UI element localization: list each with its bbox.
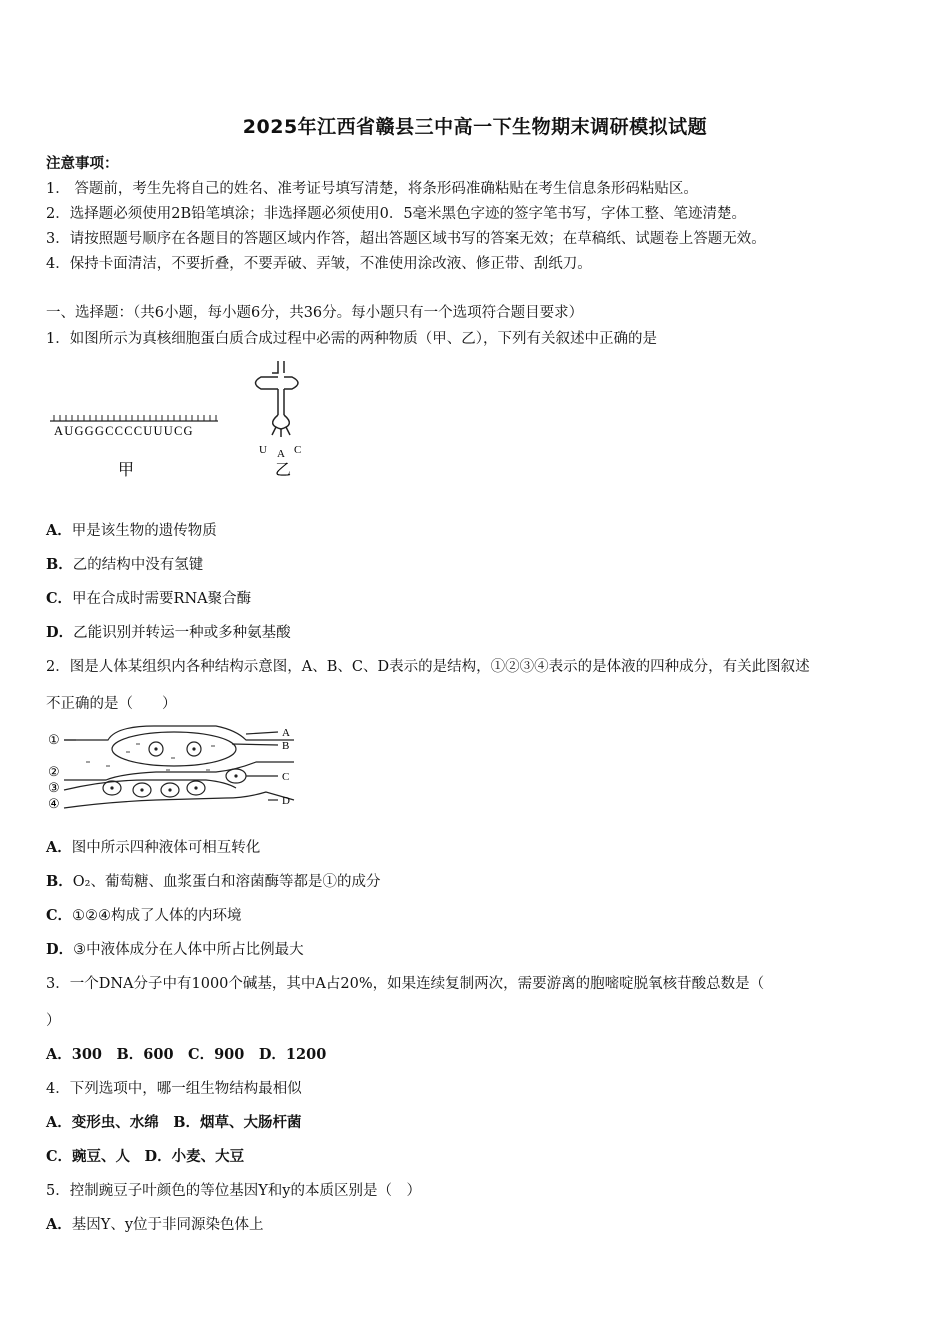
anticodon-A: A bbox=[277, 448, 285, 460]
mrna-strand bbox=[50, 415, 218, 421]
section-heading: 一、选择题：（共6小题，每小题6分，共36分。每小题只有一个选项符合题目要求） bbox=[46, 305, 584, 321]
notice-heading: 注意事项： bbox=[46, 155, 119, 172]
q2-option-a: A．图中所示四种液体可相互转化 bbox=[46, 839, 261, 856]
notice-item-3: 3．请按照题号顺序在各题目的答题区域内作答，超出答题区域书写的答案无效；在草稿纸、试题卷上答题无效。 bbox=[46, 231, 766, 247]
anticodon-U: U bbox=[259, 444, 267, 456]
notice-item-4: 4．保持卡面清洁，不要折叠，不要弄破、弄皱，不准使用涂改液、修正带、刮纸刀。 bbox=[46, 256, 592, 272]
question-3-stem-2: ） bbox=[46, 1013, 61, 1029]
question-2-stem-1: 2．图是人体某组织内各种结构示意图，A、B、C、D表示的是结构，①②③④表示的是体液的四种成分，有关此图叙述 bbox=[46, 659, 810, 675]
structure-label-A: A bbox=[282, 727, 290, 739]
page-title: 2025年江西省赣县三中高一下生物期末调研模拟试题 bbox=[242, 116, 708, 138]
notice-item-2: 2．选择题必须使用2B铅笔填涂；非选择题必须使用0．5毫米黑色字迹的签字笔书写，字体工整、笔迹清楚。 bbox=[46, 206, 747, 222]
structure-label-B: B bbox=[282, 740, 290, 752]
structure-label-D: D bbox=[282, 795, 290, 807]
trna-structure bbox=[256, 361, 299, 437]
fluid-label-1: ① bbox=[48, 732, 60, 747]
question-1-figure bbox=[46, 355, 326, 490]
fluid-label-2: ② bbox=[48, 764, 60, 779]
question-2-stem-2: 不正确的是（ ） bbox=[46, 696, 177, 712]
fluid-label-4: ④ bbox=[48, 796, 60, 811]
q4-options-2: C．豌豆、人 D．小麦、大豆 bbox=[46, 1148, 245, 1165]
question-4-stem: 4．下列选项中，哪一组生物结构最相似 bbox=[46, 1081, 302, 1097]
q5-option-a: A．基因Y、y位于非同源染色体上 bbox=[46, 1216, 264, 1233]
anticodon-C: C bbox=[294, 444, 302, 456]
structure-label-C: C bbox=[282, 771, 290, 783]
question-2-figure bbox=[46, 722, 306, 817]
q2-option-c: C．①②④构成了人体的内环境 bbox=[46, 907, 242, 924]
question-1-stem: 1．如图所示为真核细胞蛋白质合成过程中必需的两种物质（甲、乙），下列有关叙述中正确的是 bbox=[46, 331, 657, 347]
q1-option-c: C．甲在合成时需要RNA聚合酶 bbox=[46, 590, 252, 607]
q1-option-b: B．乙的结构中没有氢键 bbox=[46, 556, 204, 573]
label-jia: 甲 bbox=[118, 462, 135, 479]
q1-option-d: D．乙能识别并转运一种或多种氨基酸 bbox=[46, 624, 291, 641]
mrna-sequence: AUGGGCCCCUUUCG bbox=[54, 424, 194, 438]
q3-options: A．300 B．600 C．900 D．1200 bbox=[46, 1046, 327, 1063]
notice-item-1: 1． 答题前，考生先将自己的姓名、准考证号填写清楚，将条形码准确粘贴在考生信息条形码粘贴区。 bbox=[46, 181, 698, 197]
q4-options-1: A．变形虫、水绵 B．烟草、大肠杆菌 bbox=[46, 1114, 302, 1131]
q1-option-a: A．甲是该生物的遗传物质 bbox=[46, 522, 217, 539]
label-yi: 乙 bbox=[275, 462, 292, 479]
fluid-label-3: ③ bbox=[48, 780, 60, 795]
q2-option-d: D．③中液体成分在人体中所占比例最大 bbox=[46, 941, 304, 958]
question-5-stem: 5．控制豌豆子叶颜色的等位基因Y和y的本质区别是（ ） bbox=[46, 1183, 421, 1199]
question-3-stem-1: 3．一个DNA分子中有1000个碱基，其中A占20%，如果连续复制两次，需要游离的胞嘧啶脱氧核苷酸总数是（ bbox=[46, 976, 765, 992]
q2-option-b: B．O₂、葡萄糖、血浆蛋白和溶菌酶等都是①的成分 bbox=[46, 873, 381, 890]
